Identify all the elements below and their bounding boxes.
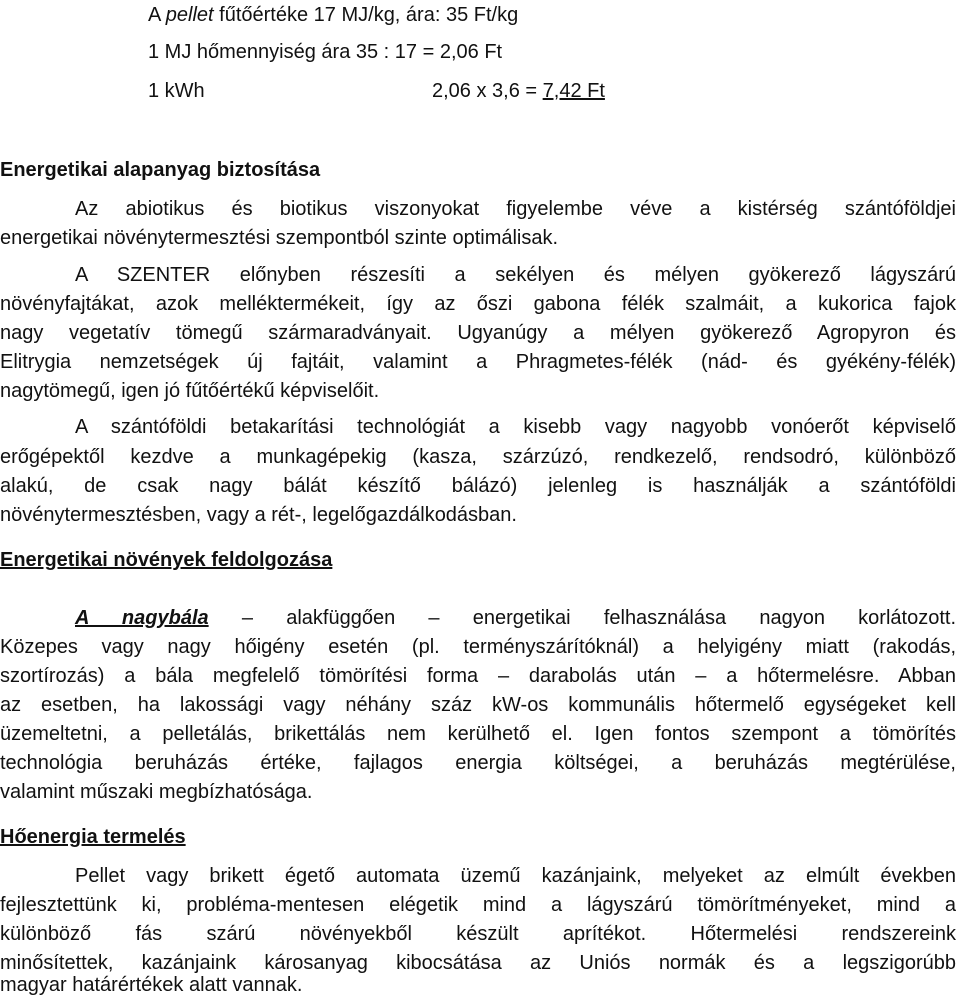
paragraph-line: nagytömegű, igen jó fűtőértékű képviselőit. xyxy=(0,380,380,402)
paragraph-line: növényfajtákat, azok melléktermékeit, így az őszi gabona félék szalmáit, a kukorica fajok xyxy=(0,293,956,315)
paragraph-line: Elitrygia nemzetségek új fajtáit, valamint a Phragmetes-félék (nád- és gyékény-félék) xyxy=(0,351,956,373)
paragraph-line: A szántóföldi betakarítási technológiát a kisebb vagy nagyobb vonóerőt képviselő xyxy=(75,416,956,438)
paragraph-line: különböző fás szárú növényekből készült aprítékot. Hőtermelési rendszereink xyxy=(0,923,956,945)
paragraph-line: nagy vegetatív tömegű szármaradványait. Ugyanúgy a mélyen gyökerező Agropyron és xyxy=(0,322,956,344)
paragraph-line: erőgépektől kezdve a munkagépekig (kasza, szárzúzó, rendkezelő, rendsodró, különböző xyxy=(0,446,956,468)
paragraph-line: szortírozás) a bála megfelelő tömörítési forma – darabolás után – a hőtermelésre. Abban xyxy=(0,665,956,687)
paragraph-line: alakú, de csak nagy bálát készítő bálázó) jelenleg is használják a szántóföldi xyxy=(0,475,956,497)
pellet-kwh-calc xyxy=(432,75,605,108)
paragraph-line: minősítettek, kazánjaink károsanyag kibocsátása az Uniós normák és a legszigorúbb xyxy=(0,952,956,974)
paragraph-line: az esetben, ha lakossági vagy néhány száz kW-os kommunális hőtermelő egységeket kell xyxy=(0,694,956,716)
paragraph-line: technológia beruházás értéke, fajlagos energia költségei, a beruházás megtérülése, xyxy=(0,752,956,774)
pellet-line1-prefix: A xyxy=(148,4,166,26)
pellet-kwh-result: 7,42 Ft xyxy=(542,80,605,102)
pellet-mj-price-line: 1 MJ hőmennyiség ára 35 : 17 = 2,06 Ft xyxy=(148,41,503,63)
bale-lead-text: – alakfüggően – energetikai felhasználása nagyon korlátozott. xyxy=(241,607,956,629)
pellet-kwh-calc-expression: 2,06 x 3,6 = xyxy=(432,80,543,102)
pellet-kwh-label: 1 kWh xyxy=(148,80,205,102)
section-heading-heat-production: Hőenergia termelés xyxy=(0,826,186,848)
pellet-line1-suffix: fűtőértéke 17 MJ/kg, ára: 35 Ft/kg xyxy=(213,4,519,26)
paragraph-line: Pellet vagy brikett égető automata üzemű kazánjaink, melyeket az elmúlt években xyxy=(75,865,956,887)
paragraph-line-lead xyxy=(75,602,956,635)
paragraph-line: Az abiotikus és biotikus viszonyokat figyelembe véve a kistérség szántóföldjei xyxy=(75,198,956,220)
paragraph-line: magyar határértékek alatt vannak. xyxy=(0,974,303,996)
pellet-heating-value-line xyxy=(148,0,518,32)
bale-term: A nagybála xyxy=(75,607,209,629)
paragraph-line: üzemeltetni, a pelletálás, brikettálás nem kerülhető el. Igen fontos szempont a tömörítés xyxy=(0,723,956,745)
pellet-italic-word: pellet xyxy=(165,4,214,26)
paragraph-line: valamint műszaki megbízhatósága. xyxy=(0,781,313,803)
paragraph-line: fejlesztettünk ki, probléma-mentesen elégetik mind a lágyszárú tömörítményeket, mind a xyxy=(0,894,956,916)
paragraph-line: energetikai növénytermesztési szempontból szinte optimálisak. xyxy=(0,227,559,249)
paragraph-line: A SZENTER előnyben részesíti a sekélyen és mélyen gyökerező lágyszárú xyxy=(75,264,956,286)
paragraph-line: Közepes vagy nagy hőigény esetén (pl. terményszárítóknál) a helyigény miatt (rakodás, xyxy=(0,636,956,658)
section-heading-energy-crop-processing: Energetikai növények feldolgozása xyxy=(0,549,333,571)
paragraph-line: növénytermesztésben, vagy a rét-, legelőgazdálkodásban. xyxy=(0,504,517,526)
section-heading-energy-feedstock: Energetikai alapanyag biztosítása xyxy=(0,159,321,181)
